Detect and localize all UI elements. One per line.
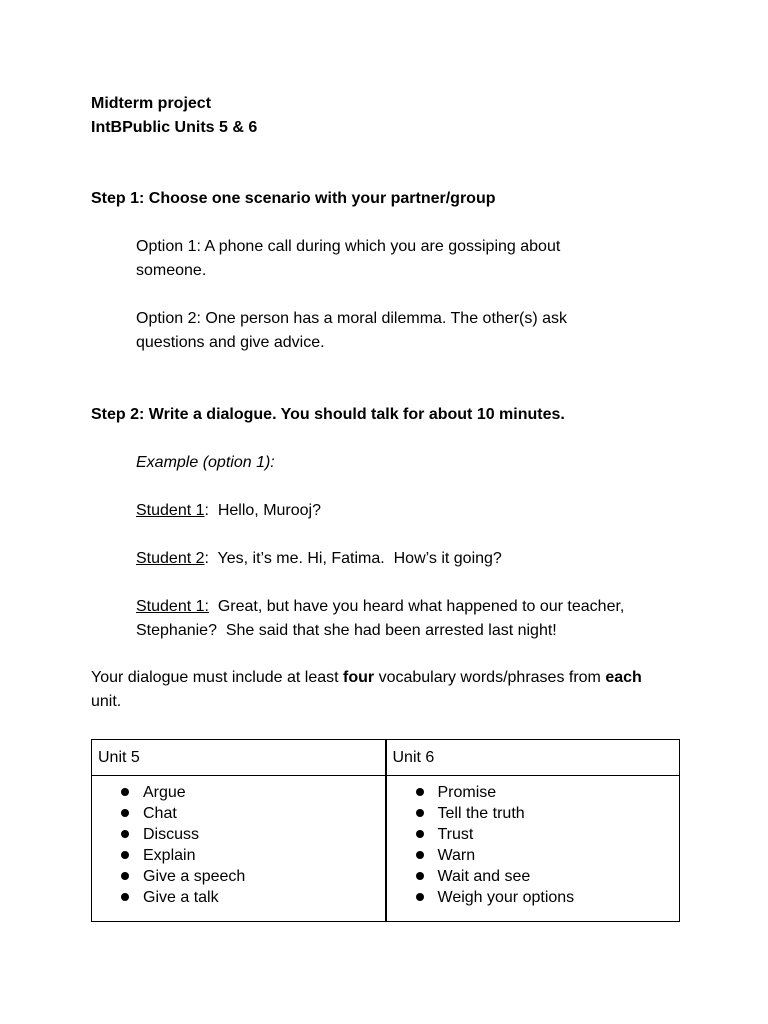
list-item [121, 845, 379, 866]
bullet-icon [121, 830, 129, 838]
dialogue-text: Yes, it’s me. Hi, Fatima. How’s it going? [208, 550, 502, 567]
unit6-list [393, 782, 674, 908]
speaker-label: Student 2 [136, 550, 205, 567]
speaker-separator: : [204, 502, 209, 519]
list-item-text: Argue [143, 784, 186, 801]
list-item-text: Warn [437, 847, 476, 864]
list-item [416, 845, 674, 866]
bullet-icon [121, 809, 129, 817]
list-item [121, 866, 379, 887]
unit5-cell [92, 776, 386, 922]
instruction-emphasis: four [343, 669, 375, 686]
list-item-text: Tell the truth [437, 805, 525, 822]
unit5-list [98, 782, 379, 908]
list-item [416, 824, 674, 845]
bullet-icon [416, 851, 424, 859]
vocabulary-table [91, 739, 680, 922]
bullet-icon [121, 851, 129, 859]
list-item [121, 887, 379, 908]
instruction-text: vocabulary words/phrases from [374, 669, 606, 686]
dialogue-line-3 [136, 595, 681, 643]
unit6-header: Unit 6 [386, 740, 680, 776]
list-item [416, 887, 674, 908]
step1-option2: Option 2: One person has a moral dilemma. The other(s) ask questions and give advice. [136, 310, 568, 351]
table-header-row [92, 740, 680, 776]
dialogue-line-2 [136, 547, 696, 571]
list-item-text: Weigh your options [437, 889, 575, 906]
bullet-icon [416, 830, 424, 838]
document-title: Midterm project [91, 95, 212, 112]
table-row [92, 776, 680, 922]
instruction-text: Your dialogue must include at least [91, 669, 344, 686]
speaker-label: Student 1: [136, 598, 209, 615]
speaker-separator: : [204, 550, 209, 567]
instruction-text: unit. [91, 693, 122, 710]
list-item-text: Wait and see [437, 868, 531, 885]
list-item [121, 803, 379, 824]
bullet-icon [416, 788, 424, 796]
list-item [416, 782, 674, 803]
step1-option1: Option 1: A phone call during which you are gossiping about someone. [136, 238, 561, 279]
list-item [416, 866, 674, 887]
list-item-text: Chat [143, 805, 177, 822]
bullet-icon [416, 872, 424, 880]
list-item-text: Trust [437, 826, 474, 843]
bullet-icon [121, 872, 129, 880]
list-item-text: Promise [437, 784, 497, 801]
list-item-text: Explain [143, 847, 196, 864]
vocabulary-instruction [91, 666, 671, 714]
instruction-emphasis: each [605, 669, 642, 686]
document-subtitle: IntBPublic Units 5 & 6 [91, 119, 258, 136]
list-item [416, 803, 674, 824]
bullet-icon [121, 788, 129, 796]
bullet-icon [416, 893, 424, 901]
dialogue-line-1 [136, 499, 696, 523]
dialogue-text: Hello, Murooj? [208, 502, 321, 519]
bullet-icon [416, 809, 424, 817]
unit5-header: Unit 5 [92, 740, 386, 776]
list-item-text: Give a speech [143, 868, 246, 885]
list-item [121, 782, 379, 803]
speaker-label: Student 1 [136, 502, 205, 519]
step2-heading: Step 2: Write a dialogue. You should talk for about 10 minutes. [91, 406, 565, 423]
bullet-icon [121, 893, 129, 901]
list-item [121, 824, 379, 845]
example-label: Example (option 1): [136, 454, 275, 471]
list-item-text: Discuss [143, 826, 200, 843]
list-item-text: Give a talk [143, 889, 219, 906]
dialogue-text: Great, but have you heard what happened to our teacher, Stephanie? She said that she had been arrested last night! [136, 598, 629, 639]
step1-heading: Step 1: Choose one scenario with your partner/group [91, 190, 496, 207]
unit6-cell [386, 776, 680, 922]
